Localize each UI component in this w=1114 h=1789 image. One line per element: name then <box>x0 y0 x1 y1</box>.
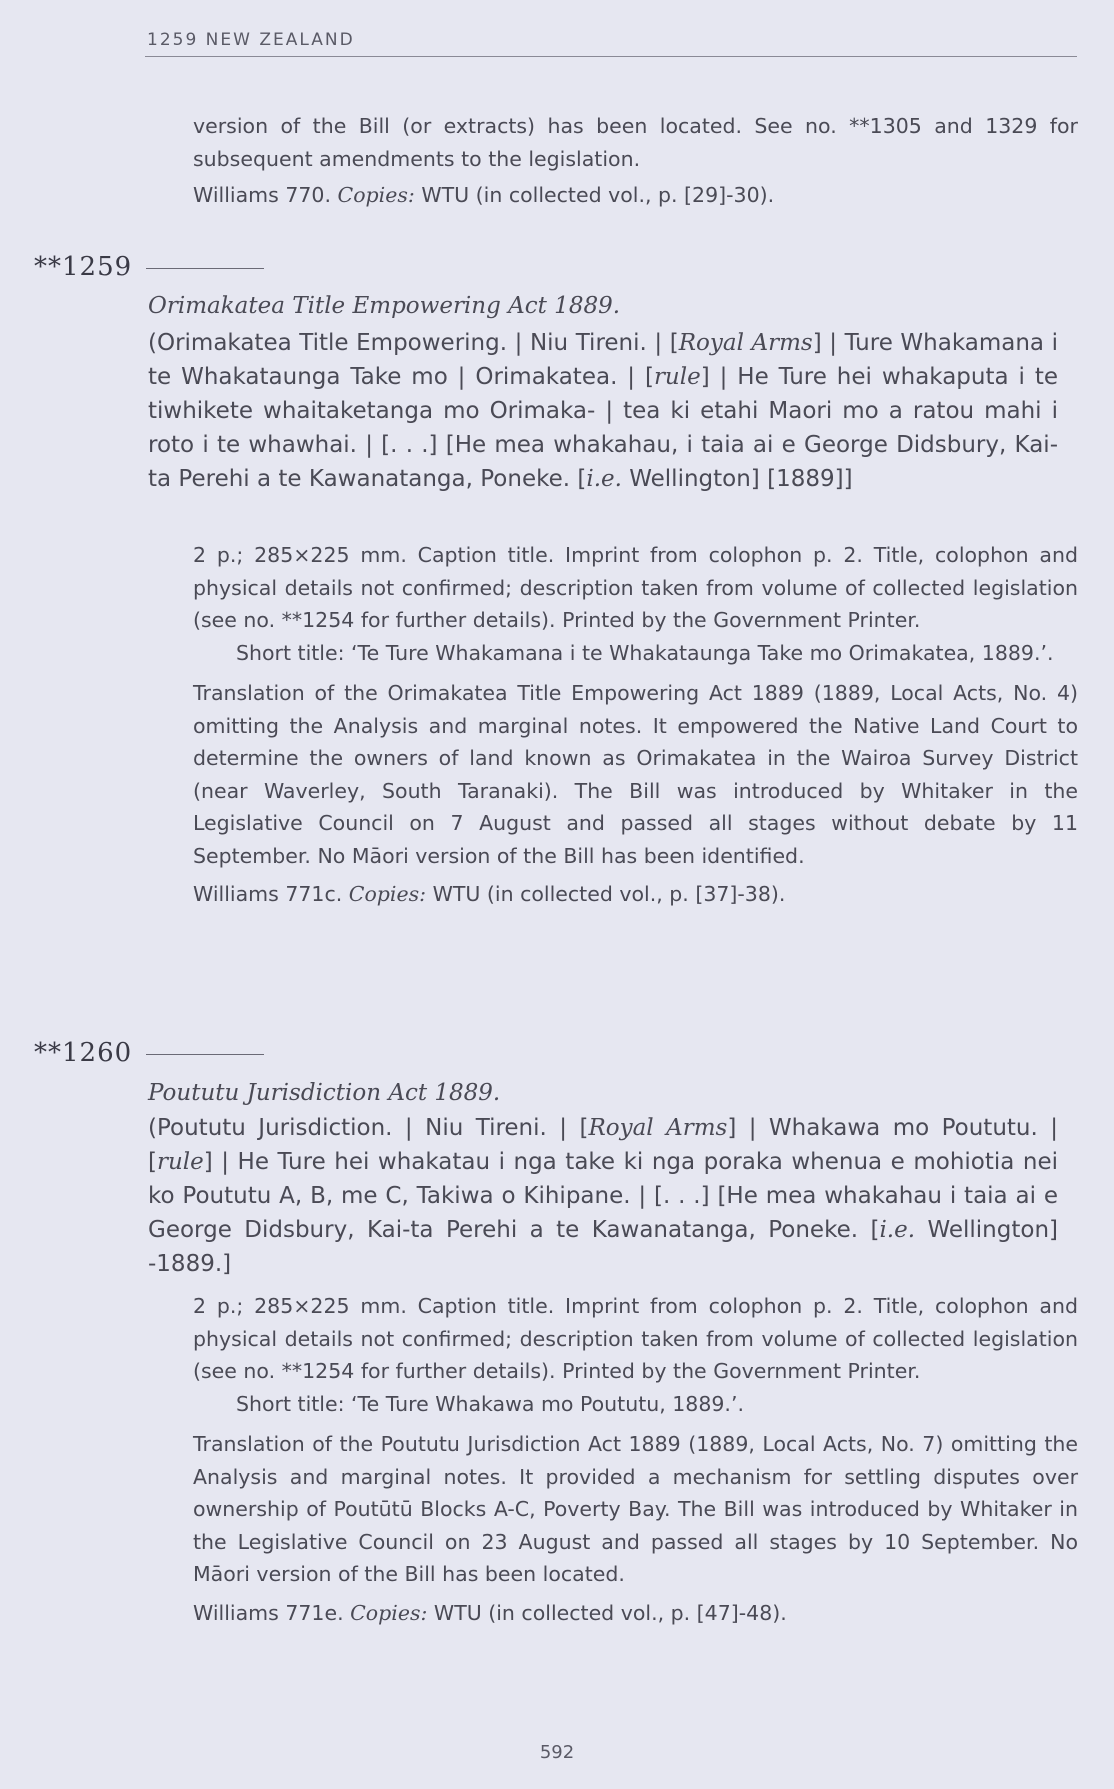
entry-number-1260: **1260 <box>34 1038 264 1068</box>
running-head: 1259 NEW ZEALAND <box>147 30 355 50</box>
entry-number-1259: **1259 <box>34 252 264 282</box>
physical-description: 2 p.; 285×225 mm. Caption title. Imprint from colophon p. 2. Title, colophon and physical details not confirmed; description taken from volume of collected legislation (see no. **1254 for further details). Printed by the Government Printer. <box>193 1294 1078 1383</box>
entry-reference: Williams 771e. Copies: WTU (in collected vol., p. [47]-48). <box>193 1600 787 1625</box>
title-transcript: (Orimakatea Title Empowering. | Niu Tireni. | [Royal Arms] | Ture Whakamana i te Whakataunga Take mo | Orimakatea. | [rule] | He Ture hei whakaputa i te tiwhikete whaitaketanga mo Orimaka- | tea ki etahi Maori mo a ratou mahi i roto i te whawhai. | [. . .] [He mea whakahau, i taia ai e George Didsbury, Kai-ta Perehi a te Kawanatanga, Poneke. [i.e. Wellington] [1889]] <box>148 330 1058 492</box>
copies-label: Copies: <box>350 1600 428 1625</box>
physical-description: 2 p.; 285×225 mm. Caption title. Imprint from colophon p. 2. Title, colophon and physical details not confirmed; description taken from volume of collected legislation (see no. **1254 for further details). Printed by the Government Printer. <box>193 543 1078 632</box>
page-number: 592 <box>539 1742 575 1763</box>
reference-copies: WTU (in collected vol., p. [29]-30). <box>421 183 775 207</box>
entry-description-1260 <box>193 1290 1078 1629</box>
entry-description-1259 <box>193 539 1078 911</box>
entry-note: Translation of the Orimakatea Title Empowering Act 1889 (1889, Local Acts, No. 4) omitting the Analysis and marginal notes. It empowered the Native Land Court to determine the owners of land known as Orimakatea in the Wairoa Survey District (near Waverley, South Taranaki). The Bill was introduced by Whitaker in the Legislative Council on 7 August and passed all stages without debate by 11 September. No Māori version of the Bill has been identified. <box>193 681 1078 868</box>
continuation-paragraph: version of the Bill (or extracts) has been located. See no. **1305 and 1329 for subsequent amendments to the legislation. <box>193 114 1078 171</box>
entry-title: Orimakatea Title Empowering Act 1889. <box>148 293 621 319</box>
entry-dash <box>146 268 264 269</box>
reference-author: Williams 770. <box>193 183 331 207</box>
copies-label: Copies: <box>348 882 427 906</box>
continuation-block <box>193 110 1078 212</box>
continuation-reference <box>193 179 1078 212</box>
entry-dash <box>146 1054 264 1055</box>
header-rule <box>145 56 1077 57</box>
entry-reference: Williams 771c. Copies: WTU (in collected vol., p. [37]-38). <box>193 882 786 906</box>
title-transcript: (Poututu Jurisdiction. | Niu Tireni. | [Royal Arms] | Whakawa mo Poututu. | [rule] | He Ture hei whakatau i nga take ki nga poraka whenua e mohiotia nei ko Poututu A, B, me C, Takiwa o Kihipane. | [. . .] [He mea whakahau i taia ai e George Didsbury, Kai-ta Perehi a te Kawanatanga, Poneke. [i.e. Wellington] -1889.] <box>148 1115 1058 1277</box>
short-title: Short title: ‘Te Ture Whakawa mo Poututu, 1889.’. <box>236 1391 744 1416</box>
entry-note: Translation of the Poututu Jurisdiction Act 1889 (1889, Local Acts, No. 7) omitting the Analysis and marginal notes. It provided a mechanism for settling disputes over ownership of Poutūtū Blocks A-C, Poverty Bay. The Bill was introduced by Whitaker in the Legislative Council on 23 August and passed all stages by 10 September. No Māori version of the Bill has been located. <box>193 1432 1078 1586</box>
entry-title: Poututu Jurisdiction Act 1889. <box>148 1080 501 1106</box>
short-title: Short title: ‘Te Ture Whakamana i te Whakataunga Take mo Orimakatea, 1889.’. <box>236 640 1054 665</box>
copies-label: Copies: <box>337 183 415 207</box>
